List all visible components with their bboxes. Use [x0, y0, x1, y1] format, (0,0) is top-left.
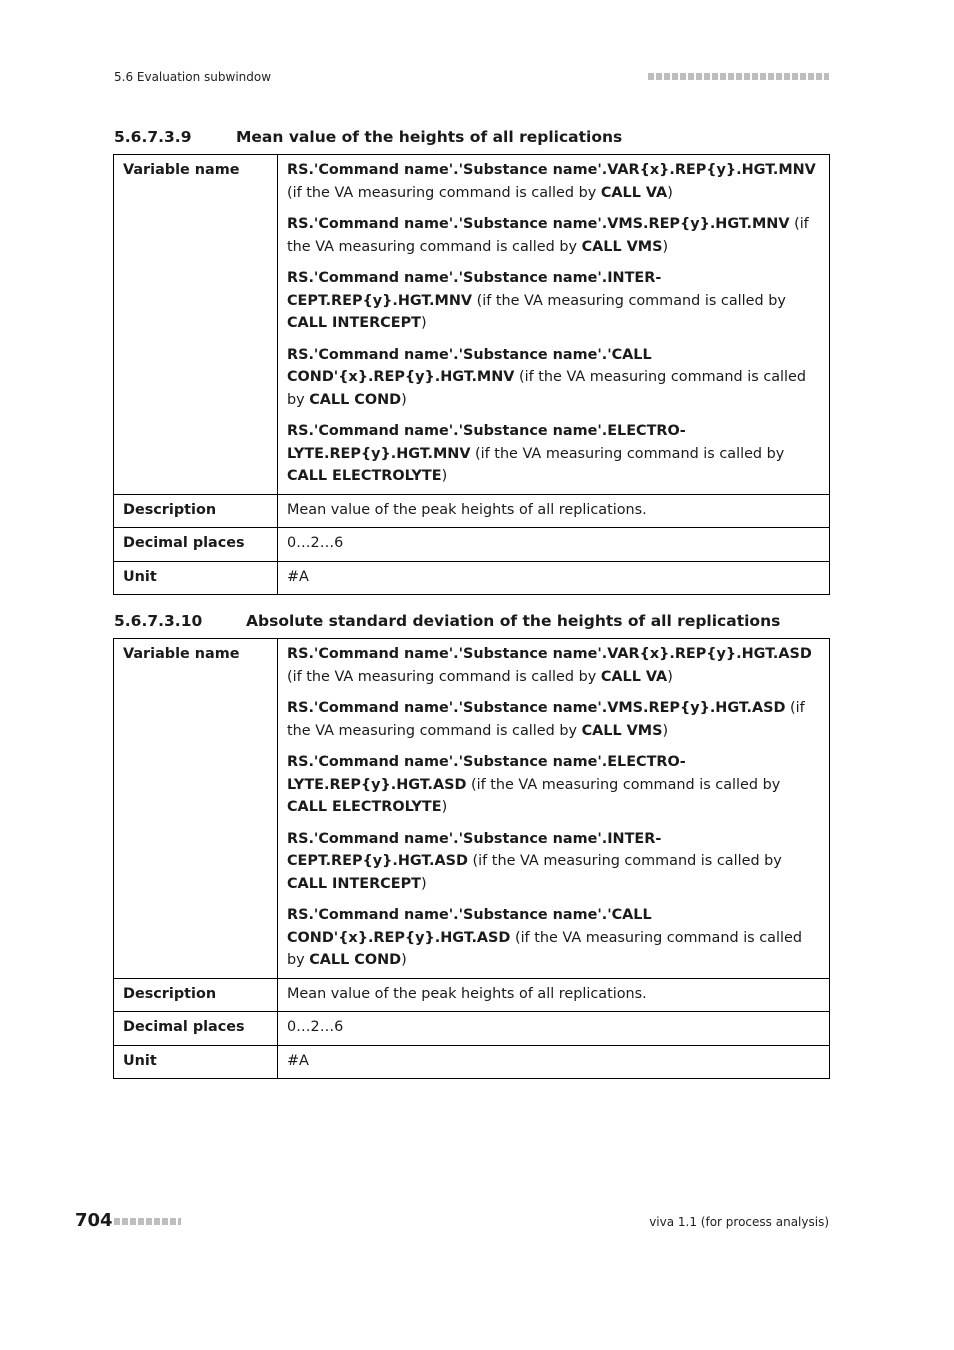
footer-decoration-dots: [114, 1218, 181, 1225]
variable-note: (if the VA measuring command is called by: [287, 216, 809, 255]
call-command: CALL COND: [309, 391, 402, 408]
variable-entry: [287, 420, 821, 488]
row-label: Decimal places: [114, 1012, 278, 1046]
variable-note: (if the VA measuring command is called by: [287, 929, 802, 968]
variable-entry: [287, 344, 821, 412]
unit-value: #A: [278, 561, 830, 595]
table-row: [114, 978, 830, 1012]
call-command: CALL ELECTROLYTE: [287, 799, 442, 815]
variable-name: RS.'Command name'.'Substance name'.'CALL COND'{x}.REP{y}.HGT.MNV: [287, 346, 652, 385]
variable-note: (if the VA measuring command is called by: [472, 292, 786, 309]
variable-note: (if the VA measuring command is called by: [287, 668, 601, 685]
section-title: Mean value of the heights of all replications: [236, 128, 623, 146]
variable-note-end: ): [662, 238, 669, 255]
variable-table-absolute-std-dev: [113, 638, 830, 1079]
variable-names-cell: [278, 639, 830, 979]
variable-name: RS.'Command name'.'Substance name'.ELECTROLYTE.REP{y}.HGT.ASD: [287, 754, 686, 793]
variable-note-end: ): [441, 799, 448, 815]
variable-note-end: ): [420, 875, 427, 892]
section-heading-mean-value: [114, 128, 622, 146]
variable-name: RS.'Command name'.'Substance name'.INTERCEPT.REP{y}.HGT.MNV: [287, 270, 662, 309]
variable-entry: [287, 697, 821, 742]
call-command: CALL INTERCEPT: [287, 315, 421, 331]
call-command: CALL VMS: [581, 722, 663, 739]
variable-note-end: ): [667, 184, 673, 201]
variable-names-cell: [278, 155, 830, 495]
variable-name: RS.'Command name'.'Substance name'.ELECTROLYTE.REP{y}.HGT.MNV: [287, 423, 686, 462]
footer-product-name: viva 1.1 (for process analysis): [649, 1215, 829, 1229]
variable-note: (if the VA measuring command is called by: [466, 776, 781, 793]
section-heading-absolute-std-dev: [114, 612, 780, 630]
row-label: Description: [114, 494, 278, 528]
variable-note: (if the VA measuring command is called by: [287, 369, 807, 408]
table-row: [114, 1045, 830, 1079]
table-row: [114, 528, 830, 562]
variable-entry: [287, 159, 821, 204]
section-number: 5.6.7.3.9: [114, 128, 192, 146]
row-label: Variable name: [114, 155, 278, 495]
description-value: Mean value of the peak heights of all replications.: [278, 978, 830, 1012]
variable-name: RS.'Command name'.'Substance name'.VMS.REP{y}.HGT.ASD: [287, 700, 786, 716]
table-row: [114, 639, 830, 979]
call-command: CALL INTERCEPT: [287, 875, 421, 892]
variable-entry: [287, 267, 821, 335]
row-label: Decimal places: [114, 528, 278, 562]
header-decoration-dots: [648, 73, 829, 80]
variable-note-end: ): [401, 952, 407, 968]
table-row: [114, 561, 830, 595]
table-row: [114, 494, 830, 528]
call-command: CALL VMS: [581, 238, 663, 255]
section-number: 5.6.7.3.10: [114, 612, 203, 630]
decimal-places-value: 0…2…6: [278, 1012, 830, 1046]
description-value: Mean value of the peak heights of all replications.: [278, 494, 830, 528]
variable-note-end: ): [662, 722, 669, 739]
call-command: CALL VA: [600, 184, 668, 201]
decimal-places-value: 0…2…6: [278, 528, 830, 562]
variable-note: (if the VA measuring command is called by: [467, 853, 782, 869]
variable-note: (if the VA measuring command is called by: [287, 184, 601, 201]
variable-entry: [287, 643, 821, 688]
variable-name: RS.'Command name'.'Substance name'.INTERCEPT.REP{y}.HGT.ASD: [287, 830, 662, 869]
unit-value: #A: [278, 1045, 830, 1079]
variable-entry: [287, 213, 821, 258]
row-label: Unit: [114, 1045, 278, 1079]
variable-name: RS.'Command name'.'Substance name'.VAR{x}.REP{y}.HGT.ASD: [287, 646, 812, 662]
variable-note-end: ): [401, 391, 407, 408]
variable-note: (if the VA measuring command is called by: [470, 445, 785, 462]
variable-entry: [287, 751, 821, 819]
call-command: CALL ELECTROLYTE: [287, 468, 442, 484]
variable-note-end: ): [667, 668, 673, 685]
variable-note-end: ): [441, 468, 448, 484]
variable-note: (if the VA measuring command is called by: [287, 700, 805, 739]
variable-name: RS.'Command name'.'Substance name'.VMS.REP{y}.HGT.MNV: [287, 216, 790, 232]
page-number: 704: [75, 1210, 113, 1231]
variable-name: RS.'Command name'.'Substance name'.'CALL COND'{x}.REP{y}.HGT.ASD: [287, 907, 652, 946]
running-header-title: 5.6 Evaluation subwindow: [114, 70, 272, 84]
call-command: CALL VA: [600, 668, 668, 685]
row-label: Description: [114, 978, 278, 1012]
variable-entry: [287, 828, 821, 896]
variable-note-end: ): [420, 315, 427, 331]
row-label: Variable name: [114, 639, 278, 979]
variable-entry: [287, 904, 821, 972]
row-label: Unit: [114, 561, 278, 595]
variable-name: RS.'Command name'.'Substance name'.VAR{x}.REP{y}.HGT.MNV: [287, 162, 816, 178]
variable-table-mean-value: [113, 154, 830, 595]
call-command: CALL COND: [309, 952, 402, 968]
section-title: Absolute standard deviation of the heights of all replications: [246, 612, 781, 630]
table-row: [114, 1012, 830, 1046]
table-row: [114, 155, 830, 495]
